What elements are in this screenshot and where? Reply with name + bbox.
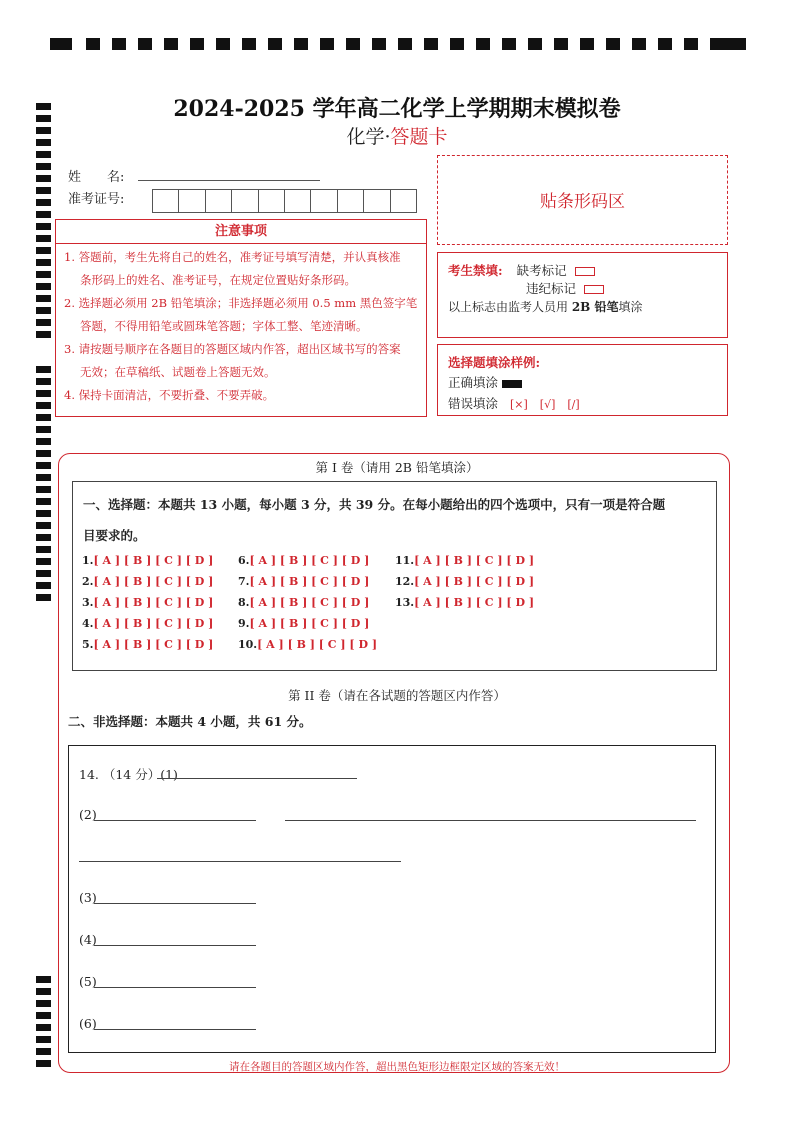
mc-q9-number: 9. bbox=[238, 617, 250, 630]
barcode-label: 贴条形码区 bbox=[540, 192, 625, 212]
q14-part2-line-c[interactable] bbox=[79, 861, 401, 862]
mc-q1-number: 1. bbox=[82, 554, 94, 567]
mc-q5[interactable] bbox=[82, 638, 213, 651]
wrong-mark-check: [√] bbox=[539, 398, 556, 411]
mc-q10-number: 10. bbox=[238, 638, 258, 651]
q14-part2-line-a[interactable] bbox=[94, 820, 256, 821]
mc-q2-number: 2. bbox=[82, 575, 94, 588]
exam-id-label: 准考证号: bbox=[68, 192, 125, 207]
section2-question: 二、非选择题：本题共 4 小题，共 61 分。 bbox=[68, 714, 312, 729]
mc-q9[interactable] bbox=[238, 617, 369, 630]
mc-q1-options[interactable]: [ A ] [ B ] [ C ] [ D ] bbox=[93, 554, 214, 567]
exam-id-boxes[interactable] bbox=[152, 189, 417, 213]
mc-q3-number: 3. bbox=[82, 596, 94, 609]
page-subtitle bbox=[0, 122, 794, 149]
q14-part2-line-b[interactable] bbox=[285, 820, 696, 821]
mc-q4-number: 4. bbox=[82, 617, 94, 630]
violation-mark-label: 违纪标记 bbox=[526, 281, 577, 296]
q14-box bbox=[68, 745, 716, 1053]
correct-fill-label: 正确填涂 bbox=[448, 375, 499, 390]
correct-fill-mark bbox=[502, 380, 522, 388]
mc-question-line1: 一、选择题：本题共 13 小题，每小题 3 分，共 39 分。在每小题给出的四个选项中，只有一项是符合题 bbox=[83, 497, 666, 512]
q14-part3-label: (3) bbox=[79, 890, 97, 905]
mc-q3[interactable] bbox=[82, 596, 213, 609]
mc-q8[interactable] bbox=[238, 596, 369, 609]
q14-part5-line[interactable] bbox=[94, 987, 256, 988]
mc-q12-number: 12. bbox=[395, 575, 415, 588]
notice-item-3: 3. 请按题号顺序在各题目的答题区域内作答，超出区域书写的答案 bbox=[64, 342, 401, 356]
absent-mark-label: 缺考标记 bbox=[516, 263, 567, 278]
q14-part6-line[interactable] bbox=[94, 1029, 256, 1030]
notice-item-3b: 无效；在草稿纸、试题卷上答题无效。 bbox=[80, 365, 276, 379]
forbidden-box bbox=[437, 252, 728, 338]
section1-header: 第 I 卷（请用 2B 铅笔填涂） bbox=[315, 460, 479, 475]
mc-q6-number: 6. bbox=[238, 554, 250, 567]
mc-q13-options[interactable]: [ A ] [ B ] [ C ] [ D ] bbox=[414, 596, 535, 609]
mc-q12-options[interactable]: [ A ] [ B ] [ C ] [ D ] bbox=[414, 575, 535, 588]
name-field[interactable] bbox=[138, 180, 320, 181]
subtitle-subject: 化学· bbox=[346, 126, 391, 148]
notice-title-box bbox=[55, 219, 427, 244]
mc-q9-options[interactable]: [ A ] [ B ] [ C ] [ D ] bbox=[249, 617, 370, 630]
forbidden-note-bold: 2B 铅笔 bbox=[571, 300, 619, 314]
q14-part1-line[interactable] bbox=[157, 778, 357, 779]
notice-item-1: 1. 答题前，考生先将自己的姓名，准考证号填写清楚，并认真核准 bbox=[64, 250, 401, 264]
q14-part5-label: (5) bbox=[79, 974, 97, 989]
mc-q4-options[interactable]: [ A ] [ B ] [ C ] [ D ] bbox=[93, 617, 214, 630]
footer-warning: 请在各题目的答题区域内作答，超出黑色矩形边框限定区域的答案无效！ bbox=[229, 1061, 565, 1073]
notice-item-4: 4. 保持卡面清洁，不要折叠、不要弄破。 bbox=[64, 388, 275, 402]
mc-q1[interactable] bbox=[82, 554, 213, 567]
notice-item-1b: 条形码上的姓名、准考证号，在规定位置贴好条形码。 bbox=[80, 273, 356, 287]
wrong-mark-x: [×] bbox=[510, 398, 528, 411]
mc-question-line2: 目要求的。 bbox=[83, 528, 146, 543]
wrong-fill-label: 错误填涂 bbox=[448, 396, 499, 411]
timing-marks-top bbox=[50, 38, 746, 52]
mc-q11[interactable] bbox=[395, 554, 534, 567]
mc-q6[interactable] bbox=[238, 554, 369, 567]
mc-q8-number: 8. bbox=[238, 596, 250, 609]
mc-q13[interactable] bbox=[395, 596, 534, 609]
violation-mark[interactable] bbox=[584, 285, 604, 294]
q14-part4-label: (4) bbox=[79, 932, 97, 947]
mc-q2[interactable] bbox=[82, 575, 213, 588]
barcode-area bbox=[437, 155, 728, 245]
mc-q10-options[interactable]: [ A ] [ B ] [ C ] [ D ] bbox=[257, 638, 378, 651]
mc-q5-options[interactable]: [ A ] [ B ] [ C ] [ D ] bbox=[93, 638, 214, 651]
wrong-mark-slash: [/] bbox=[567, 398, 580, 411]
mc-q13-number: 13. bbox=[395, 596, 415, 609]
q14-label: 14. （14 分）(1) bbox=[79, 767, 178, 782]
notice-item-2b: 答题，不得用铅笔或圆珠笔答题；字体工整、笔迹清晰。 bbox=[80, 319, 368, 333]
q14-part2-label: (2) bbox=[79, 807, 97, 822]
mc-q3-options[interactable]: [ A ] [ B ] [ C ] [ D ] bbox=[93, 596, 214, 609]
mc-q10[interactable] bbox=[238, 638, 377, 651]
mc-q8-options[interactable]: [ A ] [ B ] [ C ] [ D ] bbox=[249, 596, 370, 609]
forbidden-title: 考生禁填: bbox=[448, 263, 503, 278]
mc-q7[interactable] bbox=[238, 575, 369, 588]
notice-item-2: 2. 选择题必须用 2B 铅笔填涂；非选择题必须用 0.5 mm 黑色签字笔 bbox=[64, 296, 418, 310]
forbidden-note-suffix: 填涂 bbox=[618, 300, 643, 314]
absent-mark[interactable] bbox=[575, 267, 595, 276]
mc-q4[interactable] bbox=[82, 617, 213, 630]
mc-q12[interactable] bbox=[395, 575, 534, 588]
fill-sample-box bbox=[437, 344, 728, 416]
page-title: 2024-2025 学年高二化学上学期期末模拟卷 bbox=[173, 96, 621, 122]
mc-q5-number: 5. bbox=[82, 638, 94, 651]
q14-part6-label: (6) bbox=[79, 1016, 97, 1031]
subtitle-answer-card: 答题卡 bbox=[390, 126, 448, 148]
mc-box bbox=[72, 481, 717, 671]
notice-box bbox=[55, 243, 427, 417]
section2-header: 第 II 卷（请在各试题的答题区内作答） bbox=[288, 688, 506, 703]
mc-q6-options[interactable]: [ A ] [ B ] [ C ] [ D ] bbox=[249, 554, 370, 567]
mc-q7-number: 7. bbox=[238, 575, 250, 588]
name-label: 姓 名: bbox=[68, 170, 125, 185]
mc-q7-options[interactable]: [ A ] [ B ] [ C ] [ D ] bbox=[249, 575, 370, 588]
forbidden-note-prefix: 以上标志由监考人员用 bbox=[448, 300, 572, 314]
q14-part4-line[interactable] bbox=[94, 945, 256, 946]
notice-title: 注意事项 bbox=[214, 224, 267, 239]
q14-part3-line[interactable] bbox=[94, 903, 256, 904]
mc-q2-options[interactable]: [ A ] [ B ] [ C ] [ D ] bbox=[93, 575, 214, 588]
mc-q11-options[interactable]: [ A ] [ B ] [ C ] [ D ] bbox=[414, 554, 535, 567]
fill-sample-title: 选择题填涂样例: bbox=[448, 355, 541, 370]
mc-q11-number: 11. bbox=[395, 554, 415, 567]
